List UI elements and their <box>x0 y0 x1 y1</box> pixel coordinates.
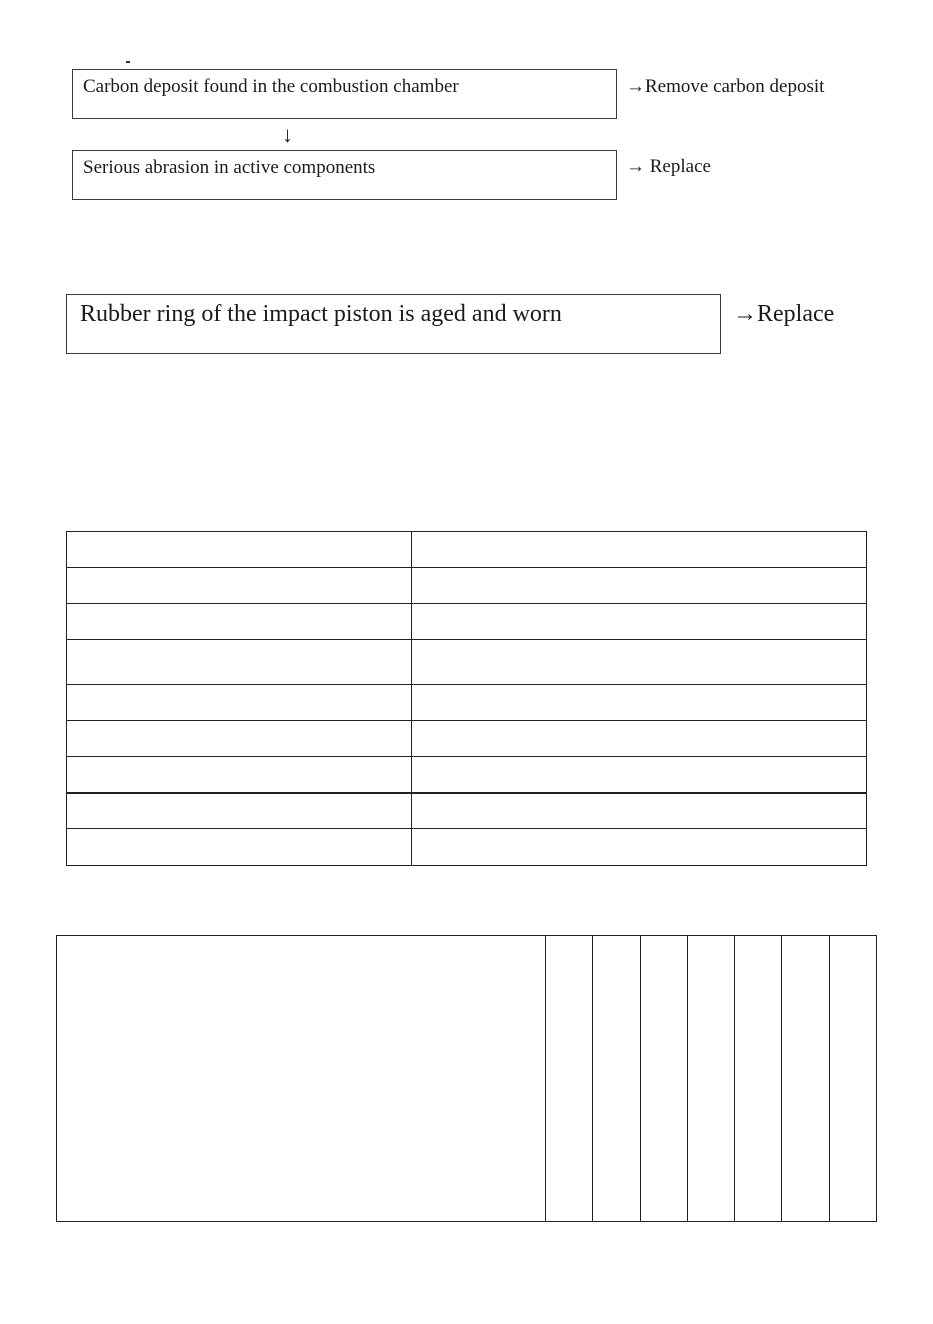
table-row <box>67 685 867 721</box>
table-cell <box>67 568 412 604</box>
table-row <box>67 640 867 685</box>
flow-single-box <box>66 294 721 354</box>
table-row <box>67 793 867 829</box>
table-row <box>57 936 877 1222</box>
table-cell <box>412 757 867 793</box>
table-row <box>67 568 867 604</box>
table-row <box>67 721 867 757</box>
table-cell <box>412 685 867 721</box>
table-cell <box>593 936 640 1222</box>
table-row <box>67 829 867 866</box>
flow-step-text-2: Serious abrasion in active components <box>83 157 376 178</box>
table-cell <box>67 640 412 685</box>
table-row <box>67 532 867 568</box>
table-cell <box>782 936 829 1222</box>
table-cell <box>67 532 412 568</box>
table-cell <box>640 936 687 1222</box>
table-cell <box>67 604 412 640</box>
flow-single-text: Rubber ring of the impact piston is aged and worn <box>80 301 562 327</box>
table-cell <box>412 532 867 568</box>
speck-mark <box>126 61 130 63</box>
flow-step-text-1: Carbon deposit found in the combustion chamber <box>83 76 459 97</box>
table-cell <box>67 793 412 829</box>
table-cell <box>67 757 412 793</box>
table-cell <box>546 936 593 1222</box>
table-1 <box>66 531 867 866</box>
table-cell <box>412 640 867 685</box>
table-cell <box>67 829 412 866</box>
down-arrow-icon: ↓ <box>282 122 293 147</box>
table-cell <box>67 721 412 757</box>
table-cell <box>735 936 782 1222</box>
table-cell <box>412 568 867 604</box>
flow-step-box-2 <box>72 150 617 200</box>
table-cell <box>687 936 734 1222</box>
flow-step-action-1: →Remove carbon deposit <box>626 76 825 97</box>
table-cell <box>412 721 867 757</box>
table-cell <box>412 793 867 829</box>
table-cell <box>412 604 867 640</box>
flow-step-action-2: → Replace <box>626 156 711 177</box>
table-cell <box>412 829 867 866</box>
table-cell <box>67 685 412 721</box>
table-cell <box>57 936 546 1222</box>
table-row <box>67 757 867 793</box>
table-cell <box>829 936 876 1222</box>
table-row <box>67 604 867 640</box>
flow-step-box-1 <box>72 69 617 119</box>
flow-single-action: →Replace <box>733 301 835 327</box>
table-2 <box>56 935 877 1222</box>
